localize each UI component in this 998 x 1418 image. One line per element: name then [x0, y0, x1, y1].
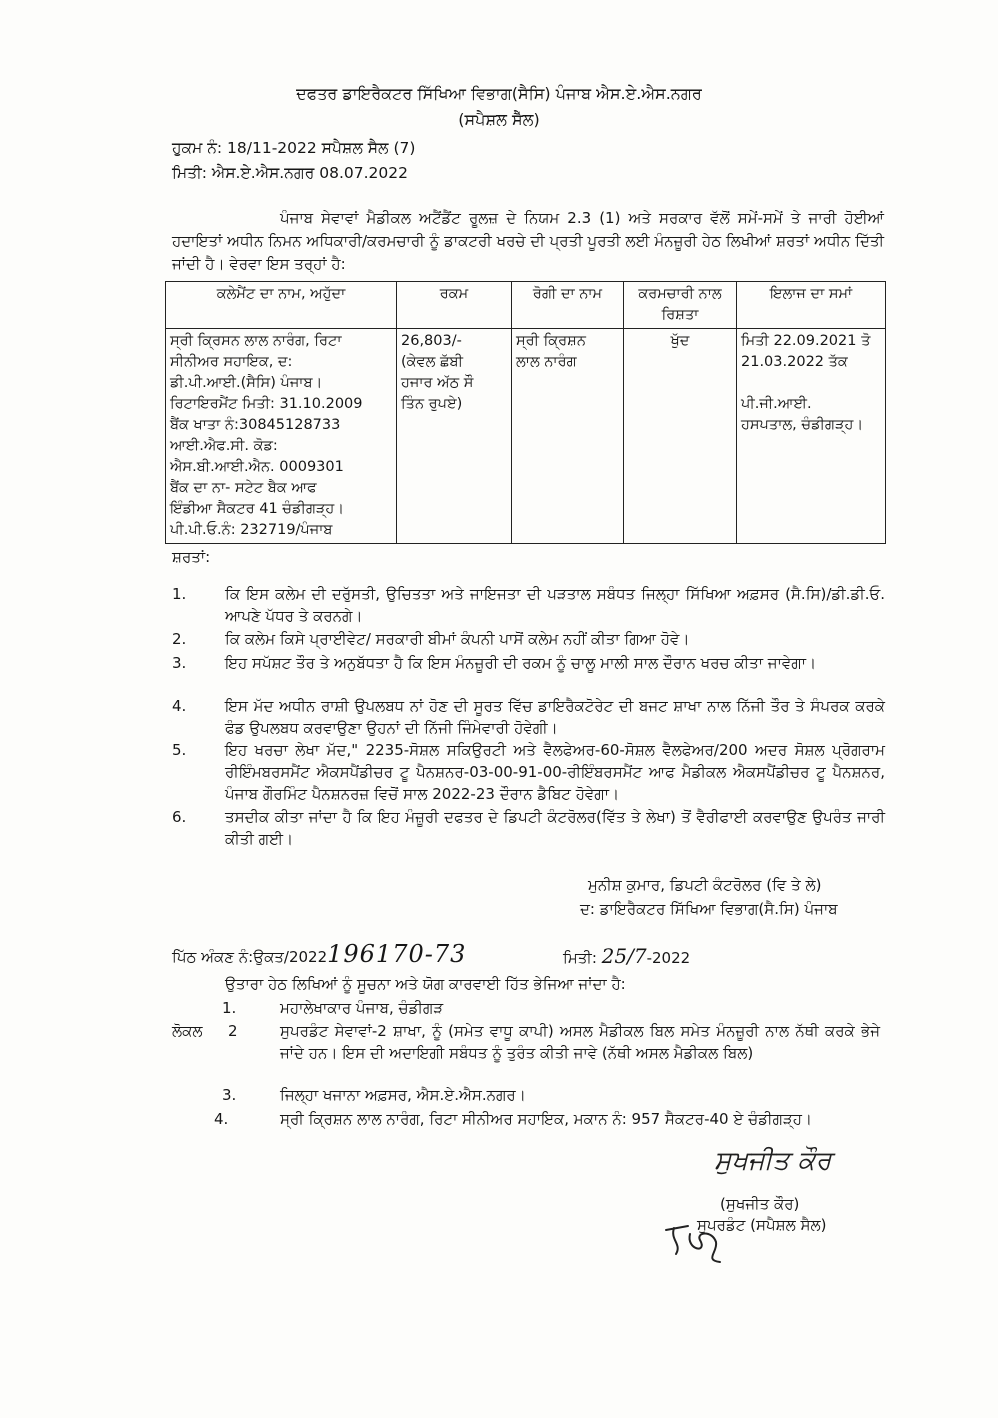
claimant-line: ਸੀਨੀਅਰ ਸਹਾਇਕ, ਦ: — [170, 354, 293, 370]
patient-line: ਲਾਲ ਨਾਰੰਗ — [516, 354, 577, 370]
treatment-cell — [737, 329, 886, 544]
claimant-line: ਸ੍ਰੀ ਕ੍ਰਿਸਨ ਲਾਲ ਨਾਰੰਗ, ਰਿਟਾ — [170, 333, 342, 349]
conditions-title: ਸ਼ਰਤਾਂ: — [172, 548, 211, 566]
claimant-line: ਬੈਂਕ ਦਾ ਨਾ- ਸਟੇਟ ਬੈਕ ਆਫ — [170, 480, 317, 496]
signatory-office: ਦ: ਡਾਇਰੈਕਟਰ ਸਿੱਖਿਆ ਵਿਭਾਗ(ਸੈ.ਸਿ) ਪੰਜਾਬ — [580, 900, 838, 918]
condition-item — [172, 806, 884, 850]
claimant-line: ਪੀ.ਪੀ.ਓ.ਨੰ: 232719/ਪੰਜਾਬ — [170, 522, 333, 538]
endorsement-intro: ਉਤਾਰਾ ਹੇਠ ਲਿਖਿਆਂ ਨੂੰ ਸੂਚਨਾ ਅਤੇ ਯੋਗ ਕਾਰਵਾਈ ਹਿੱਤ ਭੇਜਿਆ ਜਾਂਦਾ ਹੈ: — [225, 975, 626, 993]
col-header-relation — [624, 282, 737, 329]
final-signatory-designation: ਸੁਪਰਡੰਟ (ਸਪੈਸ਼ਲ ਸੈਲ) — [697, 1216, 827, 1234]
claimant-line: ਐਸ.ਬੀ.ਆਈ.ਐਨ. 0009301 — [170, 459, 344, 475]
treatment-line: ਪੀ.ਜੀ.ਆਈ. — [741, 396, 812, 412]
handwritten-dispatch-number: 196170-73 — [327, 940, 467, 968]
cc-text: ਸੁਪਰਡੰਟ ਸੇਵਾਵਾਂ-2 ਸ਼ਾਖਾ, ਨੂੰ (ਸਮੇਤ ਵਾਧੂ ਕਾਪੀ) ਅਸਲ ਮੈਡੀਕਲ ਬਿਲ ਸਮੇਤ ਮੰਨਜ਼ੂਰੀ ਨਾਲ ਨੱਥੀ ਕਰਕੇ ਭੇਜੇ ਜਾਂਦੇ ਹਨ। ਇਸ ਦੀ ਅਦਾਇਗੀ ਸਬੰਧਤ ਨੂੰ ਤੁਰੰਤ ਕੀਤੀ ਜਾਵੇ (ਨੱਥੀ ਅਸਲ ਮੈਡੀਕਲ ਬਿਲ) — [280, 1022, 880, 1062]
cell-heading: (ਸਪੈਸ਼ਲ ਸੈੱਲ) — [458, 110, 540, 129]
endorsement-prefix: ਪਿੱਠ ਅੰਕਣ ਨੰ:ਉਕਤ/2022 — [172, 948, 328, 966]
treatment-line: ਮਿਤੀ 22.09.2021 ਤੋ — [741, 333, 871, 349]
treatment-spacer — [741, 373, 881, 394]
condition-item — [172, 628, 884, 650]
condition-number: 2. — [172, 630, 187, 648]
endorsement-date-suffix: -2022 — [646, 949, 691, 967]
table-header-row — [166, 282, 886, 329]
col-header-treatment: ਇਲਾਜ ਦਾ ਸਮਾਂ — [737, 282, 886, 329]
amount-cell — [397, 329, 512, 544]
table-row — [166, 329, 886, 544]
claimant-line: ਇੰਡੀਆ ਸੈਕਟਰ 41 ਚੰਡੀਗੜ੍ਹ। — [170, 501, 345, 517]
cc-text: ਮਹਾਲੇਖਾਕਾਰ ਪੰਜਾਬ, ਚੰਡੀਗੜ — [280, 999, 444, 1017]
claimant-cell — [166, 329, 397, 544]
order-date: ਮਿਤੀ: ਐਸ.ਏ.ਐਸ.ਨਗਰ 08.07.2022 — [172, 164, 408, 182]
order-number: ਹੁਕਮ ਨੰ: 18/11-2022 ਸਪੈਸ਼ਲ ਸੈਲ (7) — [172, 139, 416, 157]
treatment-line: 21.03.2022 ਤੱਕ — [741, 354, 848, 370]
condition-item — [172, 739, 884, 805]
col-header-relation-text: ਕਰਮਚਾਰੀ ਨਾਲ ਰਿਸ਼ਤਾ — [638, 286, 722, 323]
cc-text: ਸ੍ਰੀ ਕ੍ਰਿਸ਼ਨ ਲਾਲ ਨਾਰੰਗ, ਰਿਟਾ ਸੀਨੀਅਰ ਸਹਾਇਕ, ਮਕਾਨ ਨੰ: 957 ਸੈਕਟਰ-40 ਏ ਚੰਡੀਗੜ੍ਹ। — [280, 1110, 813, 1128]
condition-number: 3. — [172, 654, 187, 672]
condition-number: 1. — [172, 585, 187, 603]
signatory-name: ਮੁਨੀਸ਼ ਕੁਮਾਰ, ਡਿਪਟੀ ਕੰਟਰੋਲਰ (ਵਿ ਤੇ ਲੇ) — [588, 876, 822, 894]
handwritten-signature: ਸੁਖਜੀਤ ਕੌਰ — [714, 1146, 832, 1176]
initials-mark — [660, 1220, 736, 1266]
claimant-line: ਬੈਂਕ ਖਾਤਾ ਨੰ:30845128733 — [170, 417, 341, 433]
amount-line: 26,803/- — [401, 333, 462, 349]
cc-text: ਜਿਲ੍ਹਾ ਖਜਾਨਾ ਅਫ਼ਸਰ, ਐਸ.ਏ.ਐਸ.ਨਗਰ। — [280, 1086, 526, 1104]
condition-text: ਇਹ ਸਪੱਸ਼ਟ ਤੌਰ ਤੇ ਅਨੁਬੱਧਤਾ ਹੈ ਕਿ ਇਸ ਮੰਨਜ਼ੂਰੀ ਦੀ ਰਕਮ ਨੂੰ ਚਾਲੂ ਮਾਲੀ ਸਾਲ ਦੌਰਾਨ ਖਰਚ ਕੀਤਾ ਜਾਵੇਗਾ। — [225, 654, 817, 672]
amount-line: (ਕੇਵਲ ਛੱਬੀ — [401, 354, 463, 370]
intro-paragraph: ਪੰਜਾਬ ਸੇਵਾਵਾਂ ਮੈਡੀਕਲ ਅਟੈਂਡੈਂਟ ਰੂਲਜ਼ ਦੇ ਨਿਯਮ 2.3 (1) ਅਤੇ ਸਰਕਾਰ ਵੱਲੋਂ ਸਮੇਂ-ਸਮੇਂ ਤੇ ਜਾਰੀ ਹੋਈਆਂ ਹਦਾਇਤਾਂ ਅਧੀਨ ਨਿਮਨ ਅਧਿਕਾਰੀ/ਕਰਮਚਾਰੀ ਨੂੰ ਡਾਕਟਰੀ ਖਰਚੇ ਦੀ ਪ੍ਰਤੀ ਪੂਰਤੀ ਲਈ ਮੰਨਜ਼ੂਰੀ ਹੇਠ ਲਿਖੀਆਂ ਸ਼ਰਤਾਂ ਅਧੀਨ ਦਿੱਤੀ ਜਾਂਦੀ ਹੈ। ਵੇਰਵਾ ਇਸ ਤਰ੍ਹਾਂ ਹੈ: — [172, 209, 884, 273]
col-header-amount: ਰਕਮ — [397, 282, 512, 329]
endorsement-date-prefix: ਮਿਤੀ: — [563, 949, 597, 967]
cc-number: 2 — [228, 1022, 238, 1040]
office-heading: ਦਫਤਰ ਡਾਇਰੈਕਟਰ ਸਿੱਖਿਆ ਵਿਭਾਗ(ਸੈਸਿ) ਪੰਜਾਬ ਐਸ.ਏ.ਐਸ.ਨਗਰ — [296, 84, 702, 103]
condition-text: ਇਸ ਮੱਦ ਅਧੀਨ ਰਾਸ਼ੀ ਉਪਲਬਧ ਨਾਂ ਹੋਣ ਦੀ ਸੂਰਤ ਵਿੱਚ ਡਾਇਰੈਕਟੋਰੇਟ ਦੀ ਬਜਟ ਸ਼ਾਖਾ ਨਾਲ ਨਿੱਜੀ ਤੌਰ ਤੇ ਸੰਪਰਕ ਕਰਕੇ ਫੰਡ ਉਪਲਬਧ ਕਰਵਾਉਣਾ ਉਹਨਾਂ ਦੀ ਨਿੱਜੀ ਜਿੰਮੇਵਾਰੀ ਹੋਵੇਗੀ। — [225, 697, 885, 737]
patient-cell — [512, 329, 624, 544]
cc-number: 1. — [222, 999, 237, 1017]
condition-item — [172, 695, 884, 739]
cc-side-note: ਲੋਕਲ — [172, 1022, 203, 1040]
claimant-line: ਡੀ.ਪੀ.ਆਈ.(ਸੈਸਿ) ਪੰਜਾਬ। — [170, 375, 323, 391]
amount-line: ਤਿੰਨ ਰੁਪਏ) — [401, 396, 463, 412]
claimant-line: ਆਈ.ਐਫ.ਸੀ. ਕੋਡ: — [170, 438, 278, 454]
condition-item — [172, 652, 884, 696]
cc-number: 4. — [214, 1110, 229, 1128]
patient-line: ਸ੍ਰੀ ਕ੍ਰਿਸ਼ਨ — [516, 333, 586, 349]
col-header-claimant: ਕਲੇਮੈਂਟ ਦਾ ਨਾਮ, ਅਹੁੱਦਾ — [166, 282, 397, 329]
endorsement-number — [172, 940, 466, 968]
relation-cell: ਖੁੱਦ — [624, 329, 737, 544]
claim-table — [165, 281, 886, 544]
condition-number: 6. — [172, 808, 187, 826]
cc-number: 3. — [222, 1086, 237, 1104]
condition-item — [172, 583, 884, 629]
condition-text: ਕਿ ਕਲੇਮ ਕਿਸੇ ਪ੍ਰਾਈਵੇਟ/ ਸਰਕਾਰੀ ਬੀਮਾਂ ਕੰਪਨੀ ਪਾਸੋਂ ਕਲੇਮ ਨਹੀਂ ਕੀਤਾ ਗਿਆ ਹੋਵੇ। — [225, 630, 690, 648]
col-header-patient: ਰੋਗੀ ਦਾ ਨਾਮ — [512, 282, 624, 329]
claimant-line: ਰਿਟਾਇਰਮੈਂਟ ਮਿਤੀ: 31.10.2009 — [170, 396, 363, 412]
amount-line: ਹਜਾਰ ਅੱਠ ਸੌ — [401, 375, 474, 391]
final-signatory-name: (ਸੁਖਜੀਤ ਕੌਰ) — [720, 1195, 800, 1213]
endorsement-date — [563, 944, 690, 968]
condition-text: ਇਹ ਖਰਚਾ ਲੇਖਾ ਮੱਦ," 2235-ਸੋਸ਼ਲ ਸਕਿਉਰਟੀ ਅਤੇ ਵੈਲਫੇਅਰ-60-ਸੋਸ਼ਲ ਵੈਲਫੇਅਰ/200 ਅਦਰ ਸੋਸ਼ਲ ਪ੍ਰੋਗਰਾਮ ਰੀਇੰਮਬਰਸਮੈਂਟ ਐਕਸਪੈਂਡੀਚਰ ਟੂ ਪੈਨਸ਼ਨਰ-03-00-91-00-ਰੀਇੰਬਰਸਮੈਂਟ ਆਫ ਮੈਡੀਕਲ ਐਕਸਪੈਂਡੀਚਰ ਟੂ ਪੈਨਸ਼ਨਰ, ਪੰਜਾਬ ਗੌਰਮਿੰਟ ਪੈਨਸ਼ਨਰਜ਼ ਵਿਚੋਂ ਸਾਲ 2022-23 ਦੌਰਾਨ ਡੈਬਿਟ ਹੋਵੇਗਾ। — [225, 741, 885, 803]
condition-text: ਕਿ ਇਸ ਕਲੇਮ ਦੀ ਦਰੁੱਸਤੀ, ਉਚਿਤਤਾ ਅਤੇ ਜਾਇਜਤਾ ਦੀ ਪੜਤਾਲ ਸਬੰਧਤ ਜਿਲ੍ਹਾ ਸਿੱਖਿਆ ਅਫ਼ਸਰ (ਸੈ.ਸਿ)/ਡੀ.ਡੀ.ਓ. ਆਪਣੇ ਪੱਧਰ ਤੇ ਕਰਨਗੇ। — [225, 585, 885, 625]
handwritten-date: 25/7 — [601, 944, 647, 968]
condition-text: ਤਸਦੀਕ ਕੀਤਾ ਜਾਂਦਾ ਹੈ ਕਿ ਇਹ ਮੰਜ਼ੂਰੀ ਦਫਤਰ ਦੇ ਡਿਪਟੀ ਕੰਟਰੋਲਰ(ਵਿੱਤ ਤੇ ਲੇਖਾ) ਤੋਂ ਵੈਰੀਫਾਈ ਕਰਵਾਉਣ ਉਪਰੰਤ ਜਾਰੀ ਕੀਤੀ ਗਈ। — [225, 808, 885, 848]
treatment-line: ਹਸਪਤਾਲ, ਚੰਡੀਗੜ੍ਹ। — [741, 417, 864, 433]
condition-number: 4. — [172, 697, 187, 715]
condition-number: 5. — [172, 741, 187, 759]
